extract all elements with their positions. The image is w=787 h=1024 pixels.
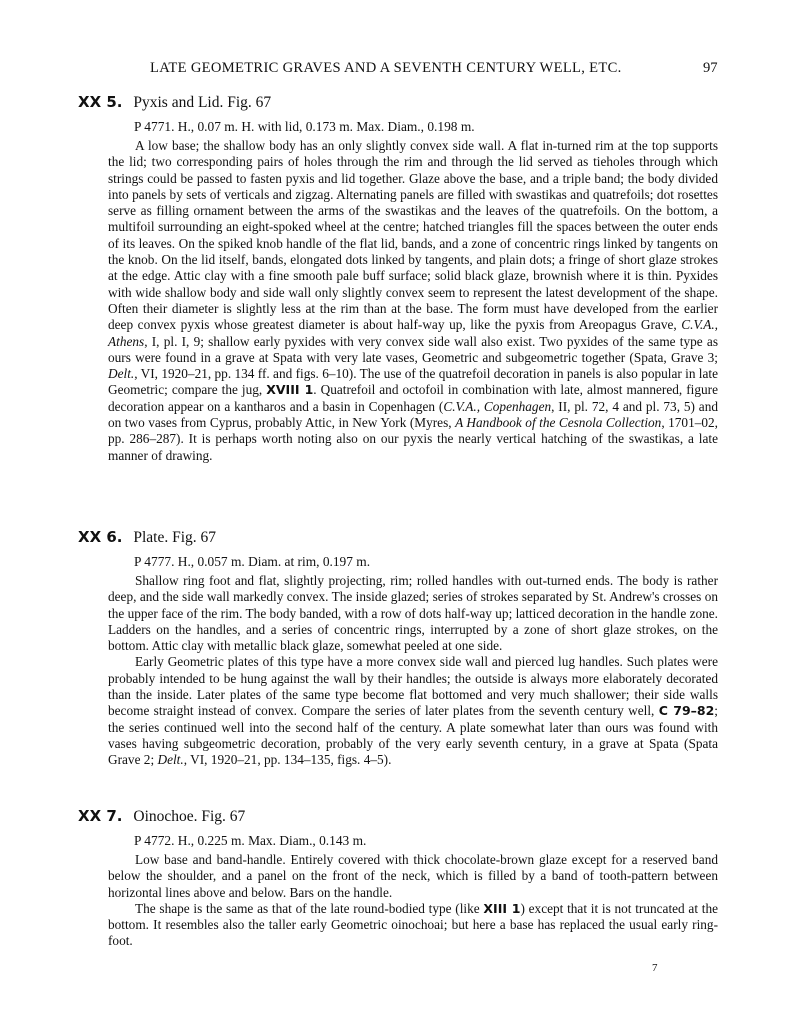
paragraph	[108, 138, 718, 464]
entry-measurements: P 4771. H., 0.07 m. H. with lid, 0.173 m. Max. Diam., 0.198 m.	[134, 119, 475, 134]
catalog-entry-xx5	[78, 92, 718, 464]
text-run: , II, pl. 72, 4 and pl. 73, 5) and on two vases from Cyprus, probably Attic, in New York (Myres,	[108, 398, 718, 431]
entry-title: Pyxis and Lid. Fig. 67	[133, 94, 272, 111]
catalog-entry-xx6	[78, 527, 718, 769]
paragraph	[108, 901, 718, 950]
italic-citation: A Handbook of the Cesnola Collection	[455, 415, 662, 431]
text-run: The shape is the same as that of the late round-bodied type (like	[135, 900, 484, 916]
catalog-reference: XVIII 1	[266, 382, 314, 398]
entry-measurements: P 4777. H., 0.057 m. Diam. at rim, 0.197 m.	[134, 554, 371, 569]
italic-citation: C.V.A., Copenhagen	[443, 398, 552, 414]
text-run: Early Geometric plates of this type have a more convex side wall and pierced lug handles. Such plates were probably intended to be hung against the wall by their handles; the outside is always more elaborately decorated than the inside. Later plates of the same type become flat bottomed and very much shallower; their side walls become straight instead of convex. Compare the series of later plates from the seventh century well,	[108, 654, 718, 719]
catalog-number: XX 7.	[78, 807, 123, 825]
text-run: ) except that it is not truncated at the bottom. It resembles also the taller early Geometric oinochoai; but here a base has replaced the usual early ring-foot.	[108, 900, 719, 949]
entry-description	[78, 852, 718, 950]
signature-mark: 7	[652, 962, 658, 974]
paragraph	[108, 654, 718, 768]
paragraph	[108, 573, 718, 654]
text-run: A low base; the shallow body has an only slightly convex side wall. A flat in-turned rim at the top supports the lid; two corresponding pairs of holes through the rim and through the lid served as tieholes through which strings could be passed to fasten pyxis and lid together. Glaze above the base, and a triple band; the body divided into panels by sets of verticals and zigzag. Alternating panels are filled with swastikas and quatrefoils; dot rosettes serve as filling ornament between the arms of the swastikas and the leaves of the quatrefoils. On the bottom, a multifoil surrounding an eight-spoked wheel at the centre; hatched triangles fill the spaces between the outer ends of its leaves. On the spiked knob handle of the flat lid, bands, and a zone of concentric rings linked by tangents on the knob. On the lid itself, bands, elongated dots linked by tangents, and plain dots; a fringe of short glaze strokes at the edge. Attic clay with a fine smooth pale buff surface; solid black glaze, brownish where it is thin. Pyxides with wide shallow body and side wall only slightly convex seem to represent the latest development of the shape. Often their diameter is slightly less at the rim than at the base. The form must have developed from the earlier deep convex pyxis whose greatest diameter is about half-way up, like the pyxis from Areopagus Grave,	[108, 138, 718, 333]
text-run: , I, pl. I, 9; shallow early pyxides with very convex side wall also exist. Two pyxides of the same type as ours were found in a grave at Spata with very late vases, Geometric and subgeometric together (Spata, Grave 3;	[108, 333, 718, 365]
text-run: ; the series continued well into the second half of the century. A plate somewhat later than ours was found with vases having subgeometric decoration, probably of the very early seventh century, in a grave at Spata (Spata Grave 2;	[108, 703, 718, 768]
italic-citation: Delt.	[108, 366, 135, 382]
entry-title: Plate. Fig. 67	[133, 529, 217, 546]
text-run: . Quatrefoil and octofoil in combination with late, almost mannered, figure decoration appear on a kantharos and a basin in Copenhagen (	[108, 382, 718, 414]
catalog-entry-xx7	[78, 806, 718, 950]
text-run: , 1701–02, pp. 286–287). It is perhaps worth noting also on our pyxis the nearly vertical hatching of the swastikas, a late manner of drawing.	[108, 415, 718, 463]
entry-description	[78, 138, 718, 464]
catalog-reference: C 79–82	[658, 703, 715, 719]
paragraph	[108, 852, 718, 901]
catalog-number: XX 6.	[78, 528, 123, 546]
text-run: , VI, 1920–21, pp. 134–135, figs. 4–5).	[183, 752, 392, 768]
entry-measurements: P 4772. H., 0.225 m. Max. Diam., 0.143 m.	[134, 833, 367, 848]
entry-title: Oinochoe. Fig. 67	[133, 808, 246, 825]
running-header: LATE GEOMETRIC GRAVES AND A SEVENTH CENTURY WELL, ETC.	[150, 60, 622, 76]
text-run: Low base and band-handle. Entirely covered with thick chocolate-brown glaze except for a reserved band below the shoulder, and a panel on the front of the neck, which is filled by a band of tooth-pattern between horizontal lines above and below. Bars on the handle.	[108, 852, 718, 900]
catalog-number: XX 5.	[78, 93, 123, 111]
entry-description	[78, 573, 718, 769]
entry-heading	[78, 92, 718, 113]
italic-citation: C.V.A., Athens	[108, 317, 718, 349]
entry-heading	[78, 806, 718, 827]
entry-heading	[78, 527, 718, 548]
text-run: Shallow ring foot and flat, slightly projecting, rim; rolled handles with out-turned ends. The body is rather deep, and the side wall markedly convex. The inside glazed; series of strokes separated by St. Andrew's crosses on the upper face of the rim. The body banded, with a row of dots half-way up; latticed decoration in the handle zone. Ladders on the handles, and a series of concentric rings, interrupted by a zone of short glaze strokes, on the bottom. Attic clay with metallic black glaze, somewhat peeled at one side.	[108, 573, 718, 654]
catalog-reference: XIII 1	[483, 900, 521, 916]
italic-citation: Delt.	[157, 752, 184, 768]
page-number: 97	[703, 60, 718, 76]
text-run: , VI, 1920–21, pp. 134 ff. and figs. 6–10). The use of the quatrefoil decoration in panels is also popular in late Geometric; compare the jug,	[108, 366, 718, 398]
